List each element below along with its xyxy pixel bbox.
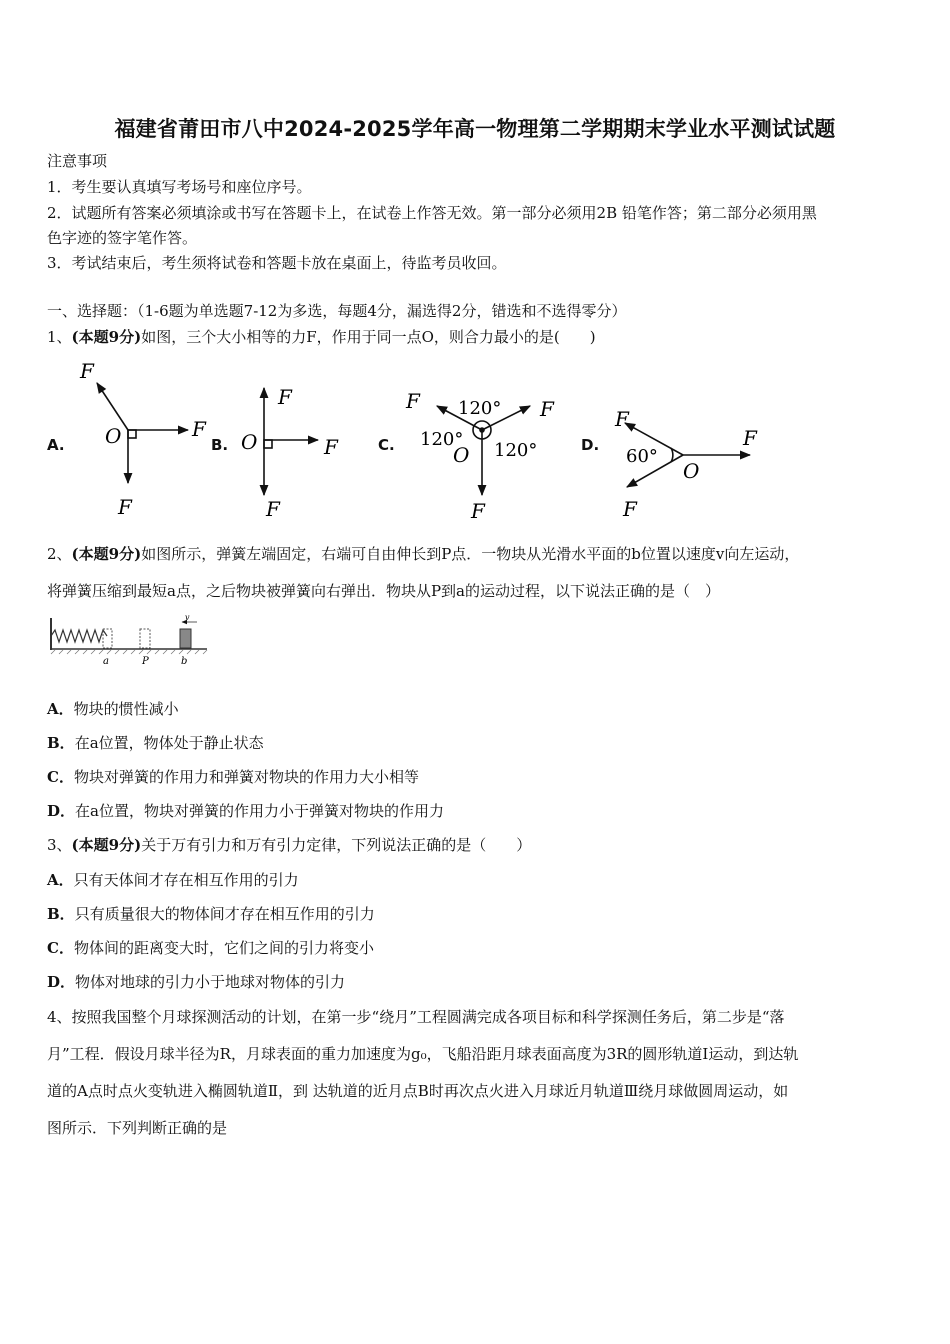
a-label-f2: F [192,417,206,441]
notice-heading: 注意事项 [47,152,108,170]
question-number: 2、 [47,545,72,563]
notice-item-2-cont: 色字迹的签字笔作答。 [47,229,198,247]
c-angle-left: 120° [420,429,464,450]
fig-label-b: b [181,656,188,667]
q2-spring-figure [47,614,212,668]
a-label-f3: F [118,495,132,519]
fig-label-v: v [185,614,190,622]
q2-option-b: B．在a位置，物体处于静止状态 [47,734,264,752]
question-text: 关于万有引力和万有引力定律，下列说法正确的是（ ） [141,836,532,854]
question-text: 如图，三个大小相等的力F，作用于同一点O，则合力最小的是( ) [141,328,596,346]
d-label-f1: F [615,407,629,431]
d-angle: 60° [626,446,658,467]
question-1 [47,326,907,348]
q1-option-a-label: A. [47,436,65,454]
q1-option-b-label: B. [211,436,229,454]
d-label-f3: F [623,497,637,521]
question-4-line-3: 道的A点时点火变轨进入椭圆轨道Ⅱ，到 达轨道的近月点B时再次点火进入月球近月轨道Ⅲ绕月球做圆周运动，如 [47,1082,789,1100]
question-4-line-4: 图所示．下列判断正确的是 [47,1119,228,1137]
notice-item-2: 2．试题所有答案必须填涂或书写在答题卡上，在试卷上作答无效。第一部分必须用2B 铅笔作答；第二部分必须用黑 [47,204,817,222]
c-label-f2: F [540,397,554,421]
a-label-f1: F [80,359,94,383]
question-3 [47,834,907,856]
c-label-o: O [453,443,470,467]
q3-option-b: B．只有质量很大的物体间才存在相互作用的引力 [47,905,375,923]
question-number: 1、 [47,328,72,346]
c-label-f1: F [406,389,420,413]
q2-option-c: C．物块对弹簧的作用力和弹簧对物块的作用力大小相等 [47,768,419,786]
question-4-line-1: 4、按照我国整个月球探测活动的计划，在第一步“绕月”工程圆满完成各项目标和科学探测任务后，第二步是“落 [47,1008,785,1026]
question-score: (本题9分) [71,545,142,563]
c-label-f3: F [471,499,485,523]
fig-label-a: a [103,656,109,667]
d-label-o: O [683,459,700,483]
question-4-line-2: 月”工程．假设月球半径为R，月球表面的重力加速度为g₀，飞船沿距月球表面高度为3R的圆形轨道Ⅰ运动，到达轨 [47,1045,799,1063]
a-label-o: O [105,424,122,448]
q3-option-c: C．物体间的距离变大时，它们之间的引力将变小 [47,939,374,957]
fig-label-p: P [142,656,149,667]
question-2-cont: 将弹簧压缩到最短a点，之后物块被弹簧向右弹出．物块从P到a的运动过程，以下说法正确的是（ ） [47,582,720,600]
section-heading: 一、选择题：（1-6题为单选题7-12为多选，每题4分，漏选得2分，错选和不选得零分） [47,302,627,320]
b-label-f2: F [324,435,338,459]
page-title: 福建省莆田市八中2024-2025学年高一物理第二学期期末学业水平测试试题 [114,117,836,141]
d-label-f2: F [743,426,757,450]
b-label-o: O [241,430,258,454]
notice-item-1: 1．考生要认真填写考场号和座位序号。 [47,178,312,196]
q3-option-a: A．只有天体间才存在相互作用的引力 [47,871,299,889]
question-number: 3、 [47,836,72,854]
question-score: (本题9分) [71,328,142,346]
q1-option-d-label: D. [581,436,600,454]
q2-option-a: A．物块的惯性减小 [47,700,179,718]
c-angle-top: 120° [458,398,502,419]
q2-option-d: D．在a位置，物块对弹簧的作用力小于弹簧对物块的作用力 [47,802,444,820]
question-2 [47,543,907,565]
notice-item-3: 3．考试结束后，考生须将试卷和答题卡放在桌面上，待监考员收回。 [47,254,507,272]
q3-option-d: D．物体对地球的引力小于地球对物体的引力 [47,973,346,991]
q1-force-diagrams [0,350,950,530]
question-text: 如图所示，弹簧左端固定，右端可自由伸长到P点．一物块从光滑水平面的b位置以速度v向左运动， [141,545,800,563]
q1-option-c-label: C. [378,436,395,454]
b-label-f1: F [278,385,292,409]
b-label-f3: F [266,497,280,521]
question-score: (本题9分) [71,836,142,854]
c-angle-right: 120° [494,440,538,461]
